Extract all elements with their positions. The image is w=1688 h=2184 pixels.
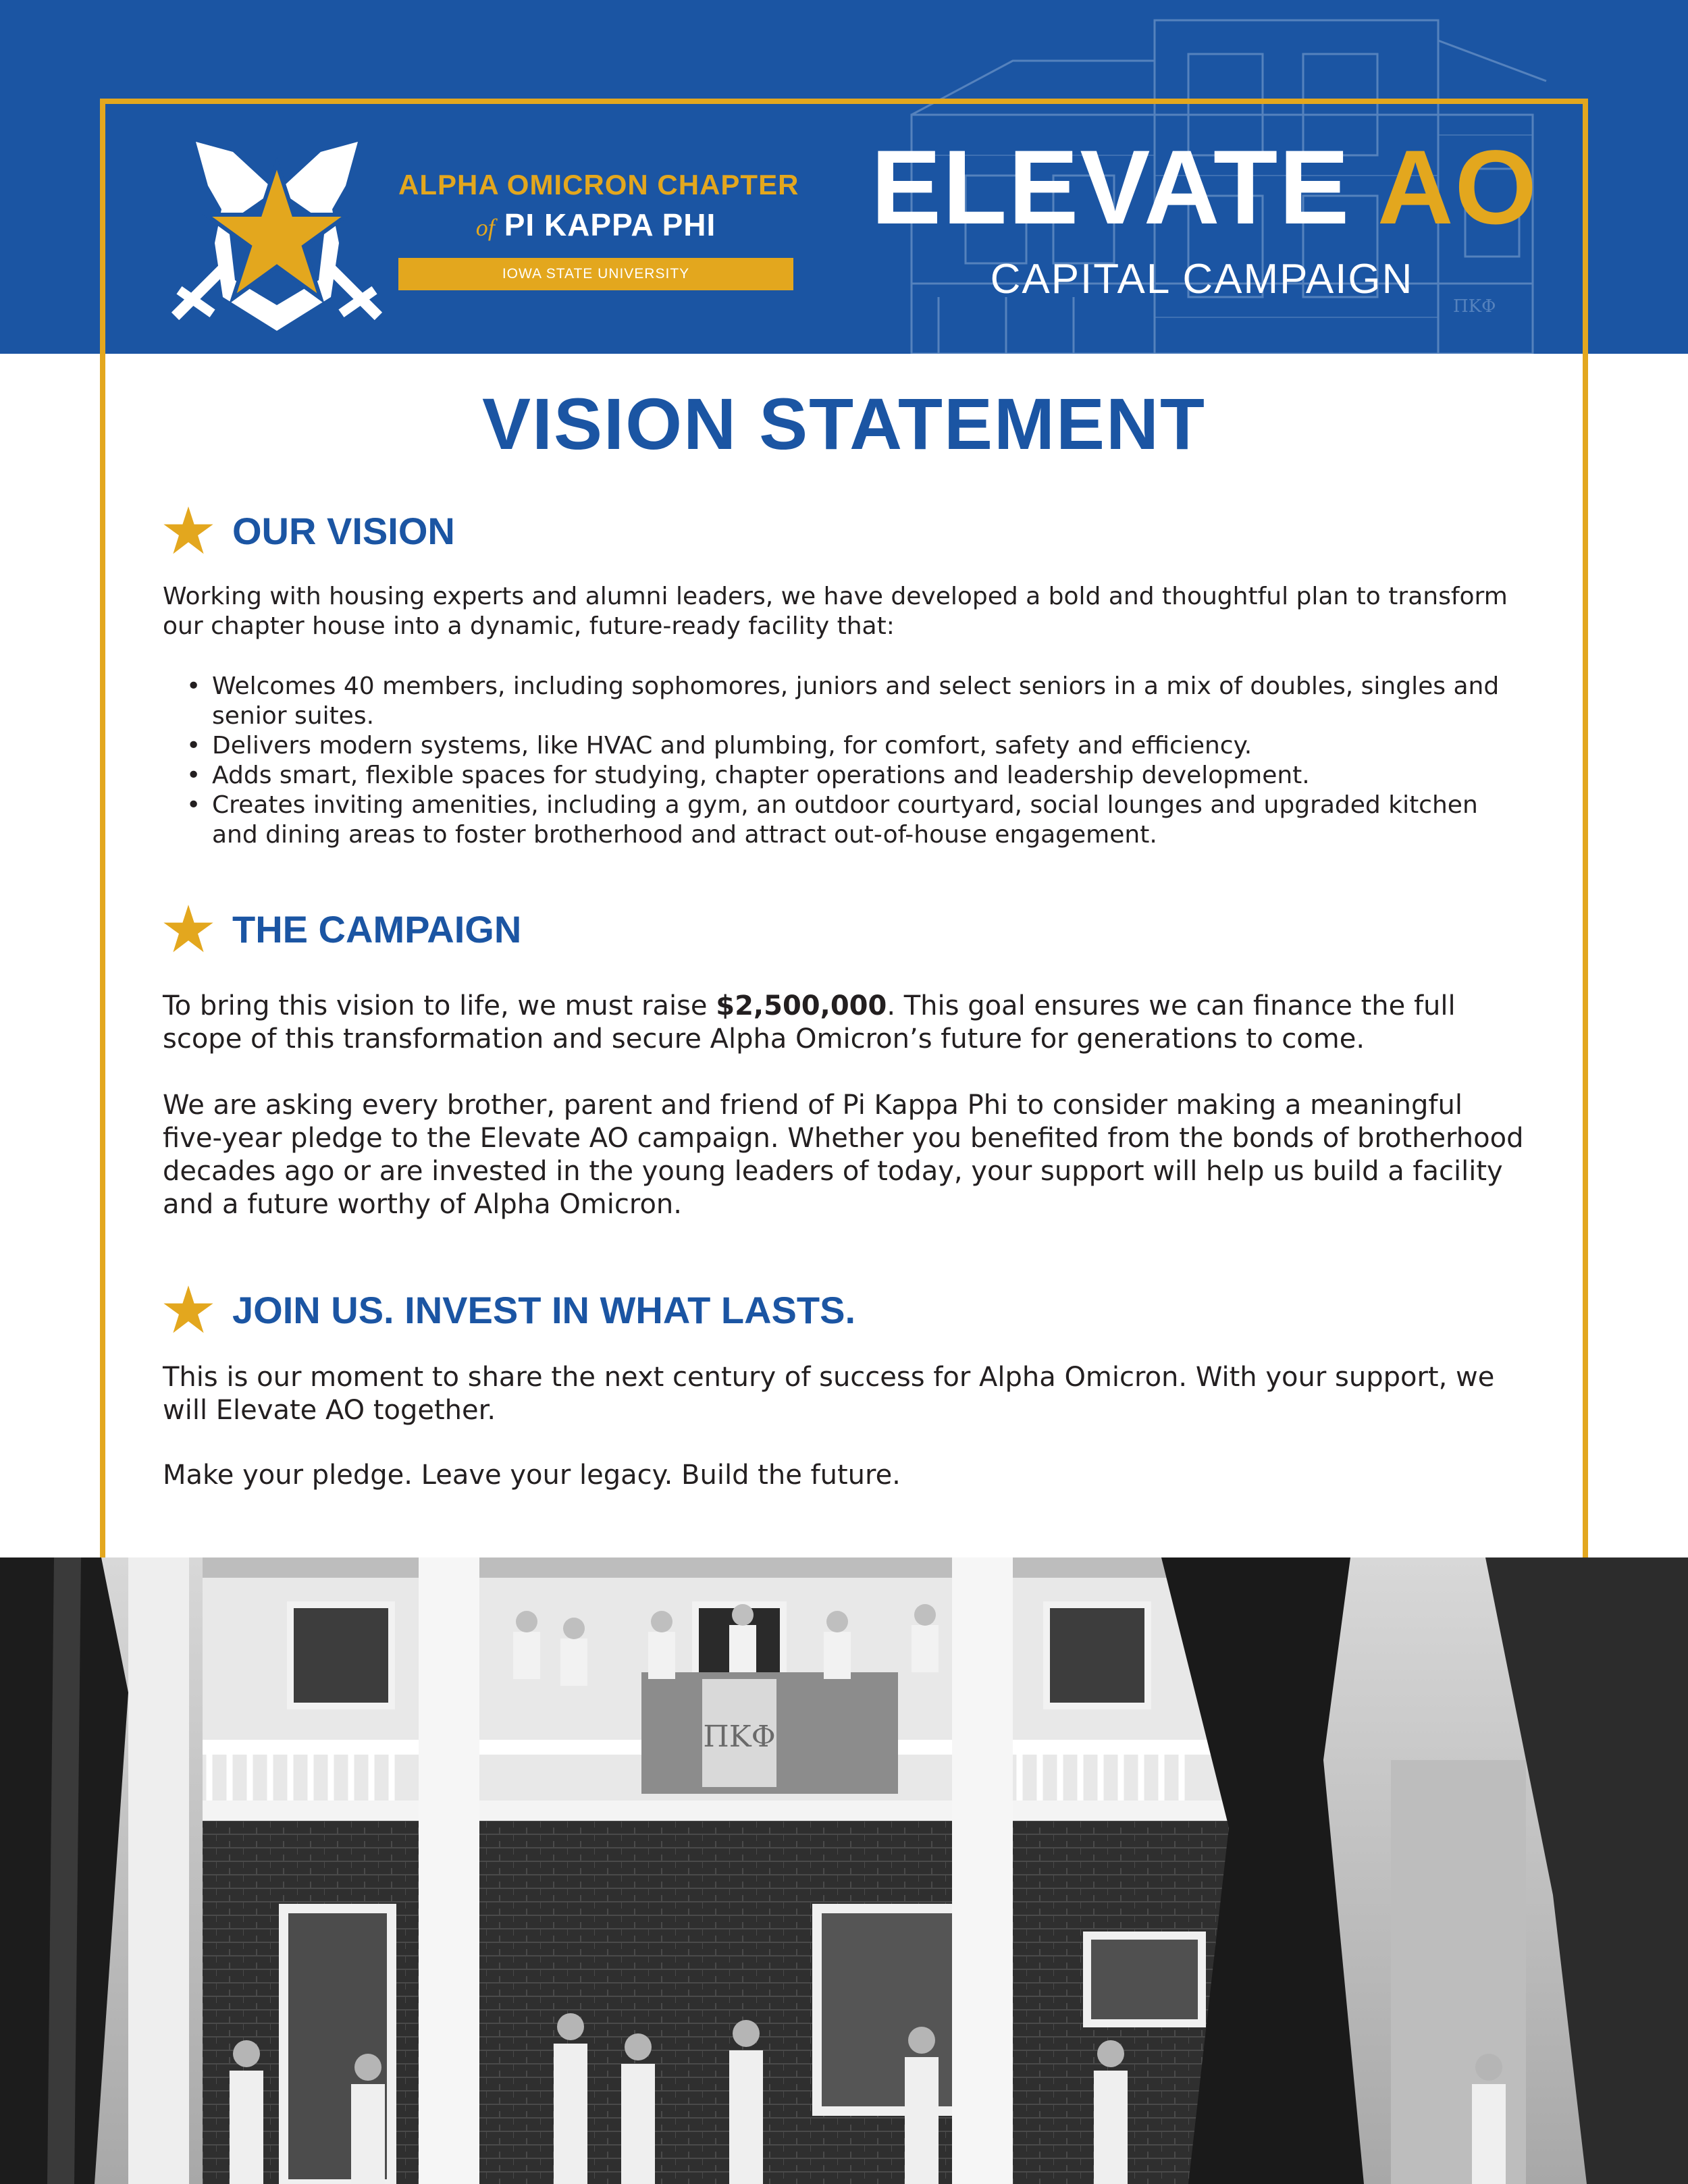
list-item [185,672,1529,731]
school-name: IOWA STATE UNIVERSITY [502,266,690,282]
flag-letters: ΠΚΦ [703,1720,776,1754]
photo-drawing [0,1557,1688,2184]
join-paragraph-2: Make your pledge. Leave your legacy. Build the future. [163,1460,901,1491]
list-item [185,791,1529,850]
bullet-dot: • [186,791,201,819]
section-heading-vision [162,504,455,557]
campaign-word-ao: AO [1377,129,1538,246]
campaign-word-elevate: ELEVATE [871,129,1351,246]
list-item [185,761,1529,791]
campaign-paragraph-2: We are asking every brother, parent and friend of Pi Kappa Phi to consider making a meaningful five-year pledge to the Elevate AO campaign. Whether you benefited from the bonds of brotherhood decades ago or are invested in the young leaders of today, your support will help us build a facility and a future worthy of Alpha Omicron. [163,1090,1524,1220]
section-heading-campaign [162,903,521,955]
list-item [185,731,1529,761]
section-title-join: JOIN US. INVEST IN WHAT LASTS. [232,1288,856,1331]
campaign-goal-amount: $2,500,000 [716,990,887,1021]
campaign-subtitle: CAPITAL CAMPAIGN [990,256,1414,302]
chapter-name: ALPHA OMICRON CHAPTER [398,169,799,201]
vision-bullet-list [185,672,1529,850]
join-paragraph-1: This is our moment to share the next century of success for Alpha Omicron. With your support, we will Elevate AO together. [163,1362,1495,1426]
campaign-text-after: . This goal ensures we can finance the full scope of this transformation and secure Alpha Omicron’s future for generations to come. [163,990,1456,1055]
historic-house-photo [0,1557,1688,2184]
page-title: VISION STATEMENT [481,383,1207,464]
campaign-text-before: To bring this vision to life, we must raise [163,990,716,1021]
star-icon [162,1283,215,1336]
section-heading-join [162,1283,855,1336]
vision-intro: Working with housing experts and alumni leaders, we have developed a bold and thoughtful plan to transform our chapter house into a dynamic, future-ready facility that: [163,583,1508,640]
bullet-text: Creates inviting amenities, including a gym, an outdoor courtyard, social lounges and upgraded kitchen and dining areas to foster brotherhood and attract out-of-house engagement. [212,791,1478,849]
star-icon [162,903,215,955]
bullet-text: Adds smart, flexible spaces for studying, chapter operations and leadership development. [212,762,1310,789]
campaign-paragraph-1 [163,990,1527,1056]
fraternity-line [398,207,793,243]
fraternity-name: PI KAPPA PHI [504,207,716,242]
bullet-dot: • [186,762,201,789]
bullet-dot: • [186,732,201,760]
chapter-lockup [398,169,799,290]
section-title-vision: OUR VISION [232,509,455,552]
crest-icon [169,128,385,338]
school-bar [398,258,793,290]
building-sign: ΠΚΦ [1453,296,1496,317]
bullet-text: Welcomes 40 members, including sophomores, juniors and select seniors in a mix of doubles, singles and senior suites. [212,672,1500,730]
star-icon [162,504,215,557]
bullet-text: Delivers modern systems, like HVAC and plumbing, for comfort, safety and efficiency. [212,732,1252,760]
campaign-title [871,129,1538,303]
of-text: of [475,214,495,241]
section-title-campaign: THE CAMPAIGN [232,907,522,951]
campaign-name [871,129,1538,246]
bullet-dot: • [186,672,201,700]
